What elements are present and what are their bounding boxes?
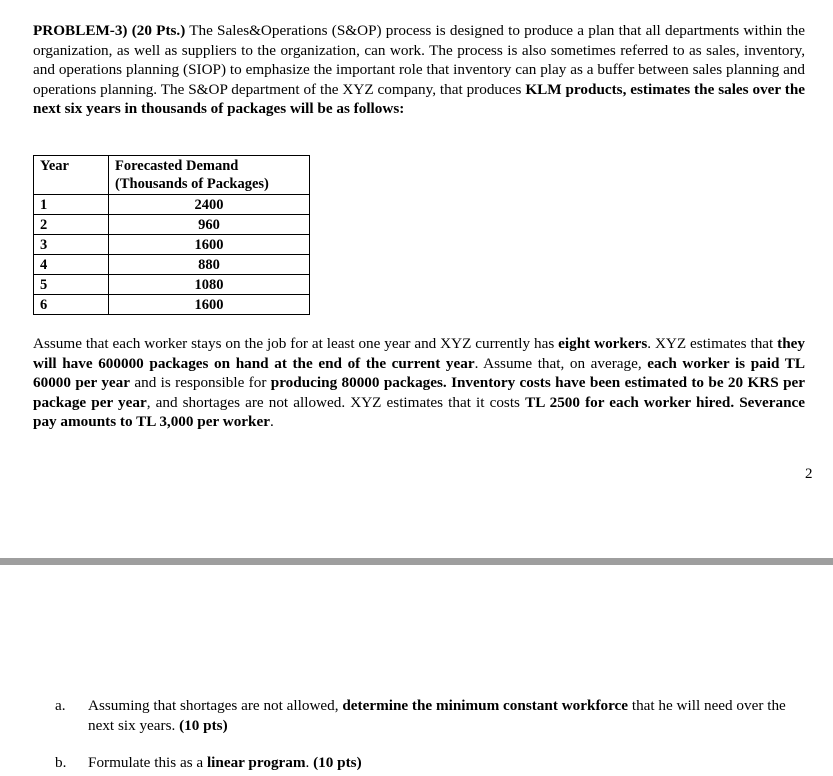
- assume-bold-2: they will have 600000 packages on hand at the end of the current year: [33, 335, 805, 372]
- question-b-label: b.: [55, 754, 67, 771]
- page-divider: [0, 558, 833, 565]
- year-cell: 2: [34, 215, 109, 235]
- header-demand-line1: Forecasted Demand: [115, 158, 239, 174]
- qb-text-1: Formulate this as a: [88, 754, 207, 771]
- table-row: [34, 255, 310, 275]
- table-row: [34, 215, 310, 235]
- year-cell: 6: [34, 295, 109, 315]
- question-a-text: [88, 696, 808, 735]
- qb-text-2: .: [305, 754, 314, 771]
- assume-text-5: , and shortages are not allowed. XYZ estimates that it costs: [146, 393, 526, 411]
- year-cell: 3: [34, 235, 109, 255]
- header-demand-line2: (Thousands of Packages): [115, 176, 269, 192]
- table-row: [34, 195, 310, 215]
- qa-text-2: that he will need over the next six years.: [88, 697, 786, 734]
- demand-cell: 2400: [109, 195, 310, 215]
- assume-bold-1: eight workers: [558, 335, 648, 352]
- table-row: [34, 235, 310, 255]
- question-a-label: a.: [55, 697, 66, 714]
- demand-cell: 960: [109, 215, 310, 235]
- year-cell: 1: [34, 195, 109, 215]
- year-cell: 4: [34, 255, 109, 275]
- demand-table: [33, 155, 310, 315]
- header-year: Year: [34, 156, 109, 195]
- table-row: [34, 275, 310, 295]
- assume-text-4: and is responsible for: [130, 374, 271, 392]
- problem-statement: [33, 21, 805, 119]
- assume-text-1: Assume that each worker stays on the job for at least one year and XYZ currently has: [33, 335, 559, 352]
- assume-text-2: . XYZ estimates that: [647, 335, 778, 352]
- qb-bold-1: linear program: [206, 754, 306, 771]
- intro-bold-text: KLM products, estimates the sales over the next six years in thousands of packages will be as follows:: [33, 80, 806, 118]
- assume-bold-3: each worker is paid TL 60000 per year: [33, 354, 805, 392]
- assume-bold-4: producing 80000 packages. Inventory costs have been estimated to be 20 KRS per package per year: [33, 374, 805, 411]
- table-row: [34, 295, 310, 315]
- problem-label: PROBLEM-3) (20 Pts.): [33, 22, 186, 39]
- intro-text: The Sales&Operations (S&OP) process is designed to produce a plan that all departments within the organization, as well as suppliers to the organization, can work. The process is also sometimes referred to as sales, inventory, and operations planning (SIOP) to emphasize the important role that inventory can play as a buffer between sales planning and operations planning. The S&OP department of the XYZ company, that produces: [33, 22, 805, 98]
- demand-cell: 1080: [109, 275, 310, 295]
- qa-bold-1: determine the minimum constant workforce: [342, 697, 629, 714]
- qb-points: (10 pts): [313, 754, 362, 771]
- demand-cell: 880: [109, 255, 310, 275]
- qa-text-1: Assuming that shortages are not allowed,: [88, 697, 343, 714]
- demand-cell: 1600: [109, 235, 310, 255]
- qa-points: (10 pts): [179, 716, 228, 734]
- assume-bold-5: TL 2500 for each worker hired. Severance pay amounts to TL 3,000 per worker: [33, 393, 805, 431]
- page-number: 2: [805, 466, 813, 482]
- assume-text-6: .: [269, 413, 274, 431]
- question-b-text: [88, 753, 808, 773]
- assume-text-3: . Assume that, on average,: [474, 354, 648, 372]
- demand-cell: 1600: [109, 295, 310, 315]
- year-cell: 5: [34, 275, 109, 295]
- assumptions-paragraph: [33, 334, 805, 432]
- header-forecasted-demand: [109, 156, 310, 195]
- table-header-row: [34, 156, 310, 195]
